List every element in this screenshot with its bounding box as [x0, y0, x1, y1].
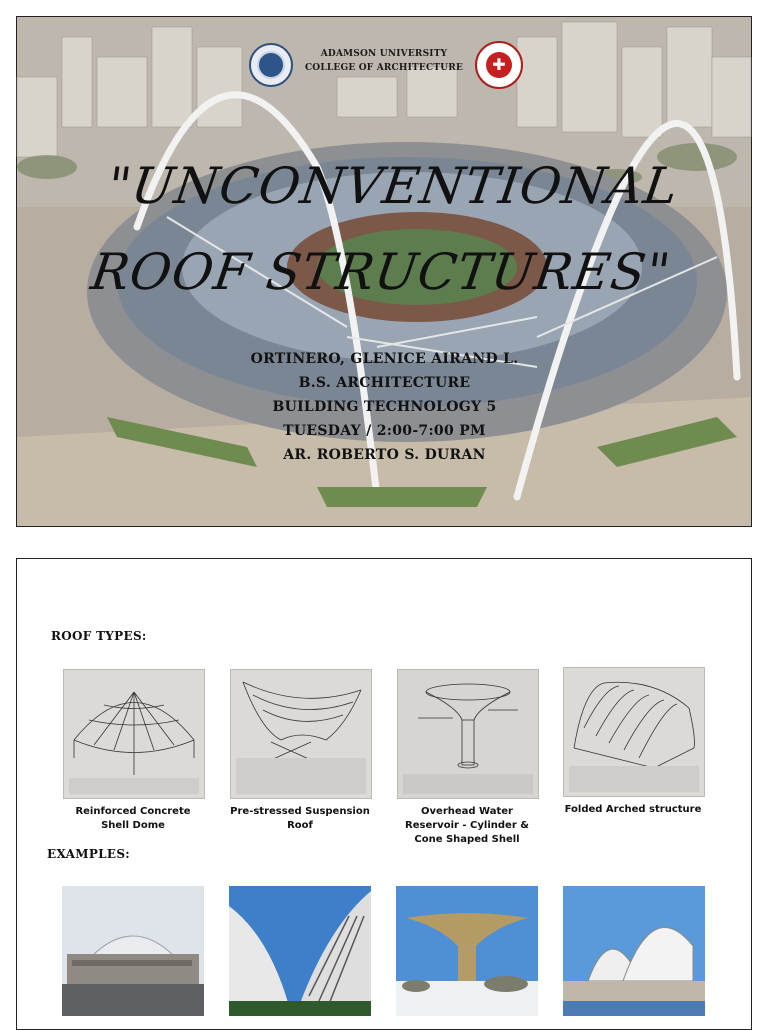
arched-hangar-photo-icon — [563, 886, 705, 1016]
report-title — [45, 143, 729, 315]
college-of-architecture-seal: ✚ — [475, 41, 523, 89]
roof-type-card — [397, 669, 537, 845]
roof-types-heading: ROOF TYPES: — [51, 629, 147, 643]
roof-type-card — [63, 669, 203, 831]
title-line-1: "UNCONVENTIONAL — [103, 157, 683, 215]
roof-types-slide — [16, 558, 752, 1030]
author-name: ORTINERO, GLENICE AIRAND L. — [250, 351, 519, 367]
program-name: B.S. ARCHITECTURE — [298, 375, 471, 391]
shell-dome-sketch-icon — [63, 669, 205, 799]
instructor-name: AR. ROBERTO S. DURAN — [283, 447, 486, 463]
water-tower-photo-icon — [396, 886, 538, 1016]
roof-type-card — [563, 667, 703, 823]
suspension-roof-sketch-icon — [230, 669, 372, 799]
author-info-block — [217, 347, 552, 467]
cover-slide — [16, 16, 752, 527]
roof-type-caption: Pre-stressed Suspension Roof — [230, 806, 370, 831]
university-name: ADAMSON UNIVERSITY — [320, 49, 448, 59]
roof-type-caption: Folded Arched structure — [564, 804, 702, 815]
roof-type-caption: Reinforced Concrete Shell Dome — [75, 806, 191, 831]
examples-heading: EXAMPLES: — [47, 847, 131, 861]
adamson-university-seal — [249, 43, 293, 87]
roof-type-card — [230, 669, 370, 831]
water-reservoir-sketch-icon — [397, 669, 539, 799]
hyperbolic-roof-photo-icon — [229, 886, 371, 1016]
dome-arena-photo-icon — [62, 886, 204, 1016]
college-name: COLLEGE OF ARCHITECTURE — [304, 63, 464, 73]
class-schedule: TUESDAY / 2:00-7:00 PM — [283, 423, 486, 439]
title-line-2: ROOF STRUCTURES" — [87, 243, 675, 301]
institution-header — [299, 47, 469, 75]
folded-arch-sketch-icon — [563, 667, 705, 797]
roof-type-caption: Overhead Water Reservoir - Cylinder & Cone Shaped Shell — [405, 806, 529, 845]
course-name: BUILDING TECHNOLOGY 5 — [272, 399, 497, 415]
